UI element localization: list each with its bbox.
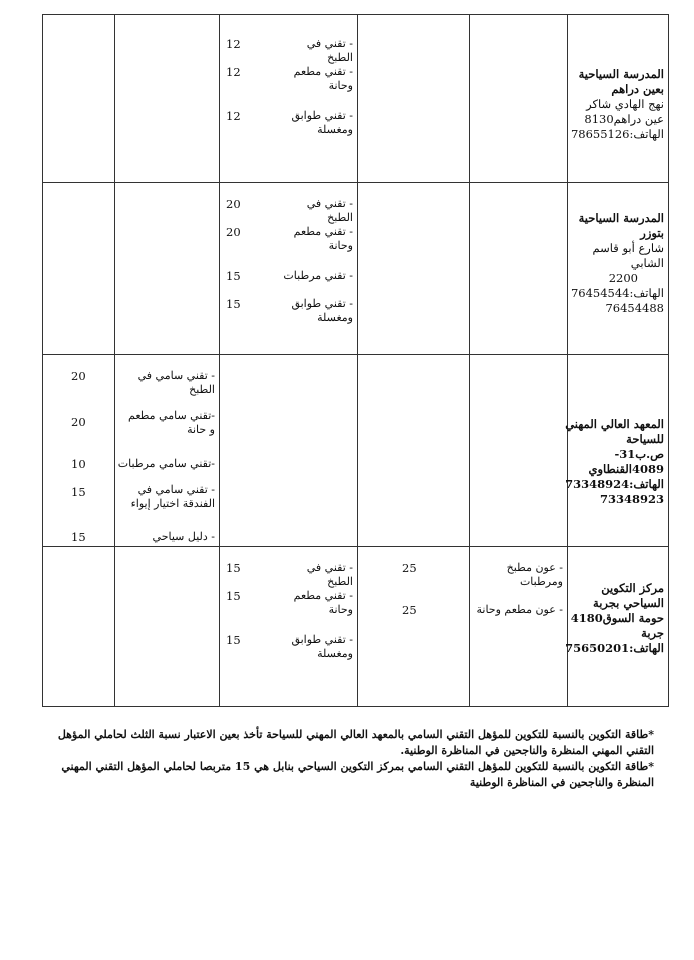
count-value: 25 <box>402 603 417 617</box>
footnote: *طاقة التكوين بالنسبة للتكوين للمؤهل التقني السامي بمركز التكوين السياحي بنابل هي 15 متربصا لحاملي المؤهل التقني المهني المنظرة والناجحين في المناظرة الوطنية <box>61 760 654 789</box>
count-value: 25 <box>402 561 417 575</box>
institution-address <box>565 581 664 656</box>
institution-name: المدرسة السياحية بتوزر <box>578 211 664 240</box>
level1-specialty-cell <box>470 547 568 707</box>
table-row <box>43 183 669 355</box>
level2-specialty-cell <box>220 355 358 547</box>
level3-specialty-cell <box>115 15 220 183</box>
address-line: شارع أبو قاسم الشابي <box>592 241 664 270</box>
count-value: 20 <box>71 415 86 429</box>
level3-specialty-cell <box>115 183 220 355</box>
phone-line: الهاتف:78655126 <box>570 127 664 141</box>
count-value: 15 <box>71 530 86 544</box>
count-value: 15 <box>226 589 241 603</box>
level3-count-cell <box>43 355 115 547</box>
specialty-label: - تقني في الطبخ <box>306 197 353 224</box>
specialty-label: -تقني سامي مرطبات <box>117 457 215 470</box>
address-line: حومة السوق4180 جربة <box>570 611 664 640</box>
phone-line: 73348923 <box>599 492 664 506</box>
specialty-label: - تقني طوابق ومغسلة <box>291 109 353 136</box>
address-line: عين دراهم8130 <box>584 112 664 126</box>
specialty-label: - تقني مرطبات <box>283 269 353 282</box>
level1-count-cell <box>358 547 470 707</box>
table-row <box>43 547 669 707</box>
level1-specialty-cell <box>470 183 568 355</box>
level3-count-cell <box>43 183 115 355</box>
phone-line: الهاتف:76454544 <box>570 286 664 300</box>
level1-specialty-cell <box>470 355 568 547</box>
training-capacity-table <box>42 14 669 707</box>
address-line: نهج الهادي شاكر <box>586 97 664 111</box>
count-value: 15 <box>226 297 241 311</box>
level3-count-cell <box>43 547 115 707</box>
level3-specialty-cell <box>115 355 220 547</box>
institution-cell <box>568 15 669 183</box>
specialty-label: - تقني في الطبخ <box>306 37 353 64</box>
phone-line: الهاتف:75650201 <box>565 641 664 655</box>
institution-address <box>568 67 664 142</box>
specialty-label: - عون مطعم وحانة <box>476 603 563 616</box>
address-line: 2200 <box>608 271 638 285</box>
institution-address <box>568 211 664 316</box>
count-value: 20 <box>71 369 86 383</box>
count-value: 20 <box>226 225 241 239</box>
count-value: 20 <box>226 197 241 211</box>
level1-count-cell <box>358 355 470 547</box>
institution-cell <box>565 547 669 707</box>
specialty-label: - دليل سياحي <box>152 530 215 543</box>
specialty-label: - تقني طوابق ومغسلة <box>291 633 353 660</box>
level2-specialty-cell <box>220 547 358 707</box>
specialty-label: -تقني سامي مطعم و حانة <box>128 409 215 436</box>
specialty-label: - تقني مطعم وحانة <box>293 225 353 252</box>
level3-specialty-cell <box>115 547 220 707</box>
phone-line: الهاتف:73348924 <box>565 477 664 491</box>
footnotes <box>34 727 654 791</box>
count-value: 12 <box>226 109 241 123</box>
level3-count-cell <box>43 15 115 183</box>
count-value: 15 <box>71 485 86 499</box>
institution-cell <box>565 355 669 547</box>
address-line: ص.ب31- 4089القنطاوي <box>588 447 664 476</box>
phone-line: 76454488 <box>605 301 664 315</box>
specialty-label: - تقني مطعم وحانة <box>293 589 353 616</box>
count-value: 12 <box>226 65 241 79</box>
level2-specialty-cell <box>220 15 358 183</box>
level1-count-cell <box>358 183 470 355</box>
institution-name: مركز التكوين السياحي بجربة <box>593 581 664 610</box>
institution-name: المدرسة السياحية بعين دراهم <box>578 67 664 96</box>
institution-cell <box>568 183 669 355</box>
count-value: 15 <box>226 633 241 647</box>
level1-count-cell <box>358 15 470 183</box>
specialty-label: - تقني طوابق ومغسلة <box>291 297 353 324</box>
level2-specialty-cell <box>220 183 358 355</box>
specialty-label: - عون مطبخ ومرطبات <box>506 561 563 588</box>
table-row <box>43 15 669 183</box>
specialty-label: - تقني سامي في الطبخ <box>137 369 215 396</box>
level1-specialty-cell <box>470 15 568 183</box>
specialty-label: - تقني في الطبخ <box>306 561 353 588</box>
institution-address <box>565 417 664 507</box>
specialty-label: - تقني مطعم وحانة <box>293 65 353 92</box>
count-value: 10 <box>71 457 86 471</box>
specialty-label: - تقني سامي في الفندقة اختيار إيواء <box>130 483 215 510</box>
footnote: *طاقة التكوين بالنسبة للتكوين للمؤهل التقني السامي بالمعهد العالي المهني للسياحة تأخذ بعين الاعتبار نسبة الثلث لحاملي المؤهل التقني المهني المنظرة والناجحين في المناظرة الوطنية. <box>57 728 654 757</box>
table-row <box>43 355 669 547</box>
count-value: 15 <box>226 269 241 283</box>
count-value: 12 <box>226 37 241 51</box>
institution-name: المعهد العالي المهني للسياحة <box>565 417 664 446</box>
count-value: 15 <box>226 561 241 575</box>
